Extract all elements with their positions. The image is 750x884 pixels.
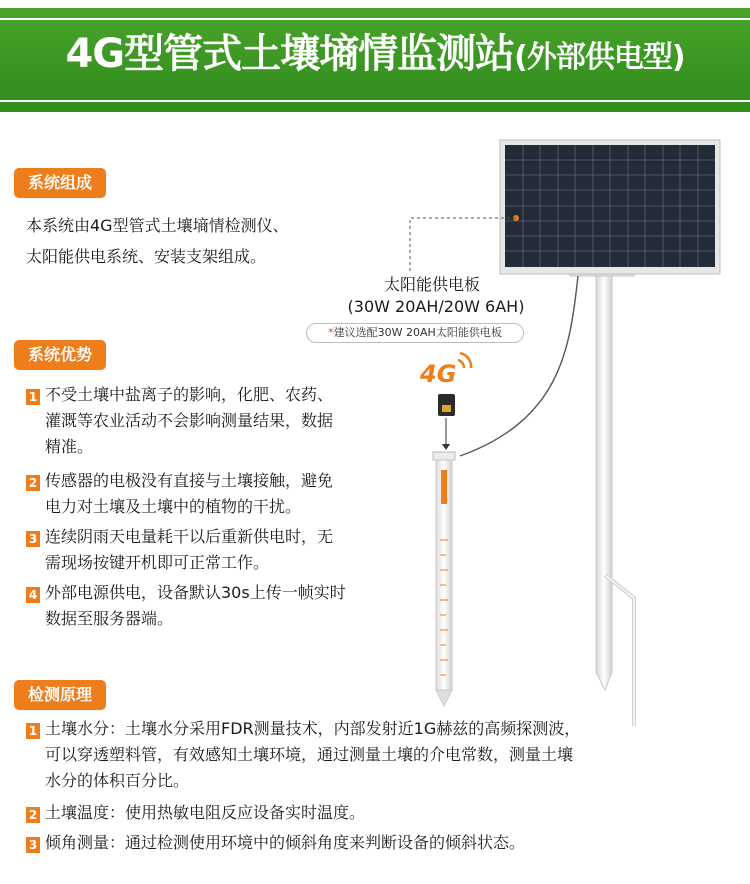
- principle-text: 土壤水分：土壤水分采用FDR测量技术，内部发射近1G赫兹的高频探测波，: [45, 719, 581, 738]
- solar-panel-label: 太阳能供电板: [383, 275, 480, 294]
- advantages-tag: 系统优势: [14, 340, 106, 370]
- panel-mount: [570, 268, 634, 276]
- composition-text: [26, 210, 289, 272]
- principle-item-3: [26, 830, 525, 856]
- soil-probe: [433, 452, 455, 706]
- advantage-text: 灌溉等农业活动不会影响测量结果，数据: [45, 411, 334, 430]
- solar-panel-spec: (30W 20AH/20W 6AH): [347, 297, 525, 316]
- 4g-label: 4G: [420, 360, 457, 388]
- composition-line: 太阳能供电系统、安装支架组成。: [26, 247, 267, 266]
- page-title: [0, 22, 750, 79]
- advantage-item-1: [26, 382, 333, 460]
- page-title-subtitle: (外部供电型): [514, 40, 685, 75]
- page-title-main: 4G型管式土壤墒情监测站: [65, 31, 515, 77]
- composition-line: 本系统由4G型管式土壤墒情检测仪、: [26, 216, 289, 235]
- principle-item-2: [26, 800, 365, 826]
- advantage-text: 电力对土壤及土壤中的植物的干扰。: [45, 497, 302, 516]
- advantage-text: 数据至服务器端。: [45, 609, 174, 628]
- advantage-text: 不受土壤中盐离子的影响，化肥、农药、: [45, 385, 334, 404]
- advantage-item-3: [26, 524, 333, 576]
- note-text: 建议选配30W 20AH太阳能供电板: [333, 326, 502, 339]
- advantage-text: 精准。: [45, 437, 94, 456]
- advantage-item-4: [26, 580, 346, 632]
- composition-tag: 系统组成: [14, 168, 106, 198]
- number-badge: 2: [26, 807, 40, 823]
- principle-tag: 检测原理: [14, 680, 106, 710]
- principle-text: 可以穿透塑料管，有效感知土壤环境，通过测量土壤的介电常数，测量土壤: [45, 745, 574, 764]
- sim-card-icon: [438, 394, 455, 450]
- number-badge: 1: [26, 389, 40, 405]
- advantage-text: 连续阴雨天电量耗干以后重新供电时，无: [45, 527, 334, 546]
- principle-text: 倾角测量：通过检测使用环境中的倾斜角度来判断设备的倾斜状态。: [45, 833, 526, 852]
- number-badge: 3: [26, 531, 40, 547]
- advantage-text: 外部电源供电，设备默认30s上传一帧实时: [45, 583, 346, 602]
- advantage-item-2: [26, 468, 333, 520]
- solar-panel: [500, 140, 720, 274]
- number-badge: 1: [26, 723, 40, 739]
- principle-text: 土壤温度：使用热敏电阻反应设备实时温度。: [45, 803, 366, 822]
- advantage-text: 传感器的电极没有直接与土壤接触，避免: [45, 471, 334, 490]
- solar-panel-note: [306, 323, 524, 343]
- support-pole: [596, 262, 634, 726]
- principle-text: 水分的体积百分比。: [45, 771, 190, 790]
- advantage-text: 需现场按键开机即可正常工作。: [45, 553, 270, 572]
- panel-callout-line: [410, 218, 516, 272]
- signal-icon: [458, 353, 471, 368]
- principle-item-1: [26, 716, 580, 794]
- number-badge: 2: [26, 475, 40, 491]
- number-badge: 3: [26, 837, 40, 853]
- header-banner: [0, 0, 750, 124]
- note-star: *: [328, 326, 334, 339]
- number-badge: 4: [26, 587, 40, 603]
